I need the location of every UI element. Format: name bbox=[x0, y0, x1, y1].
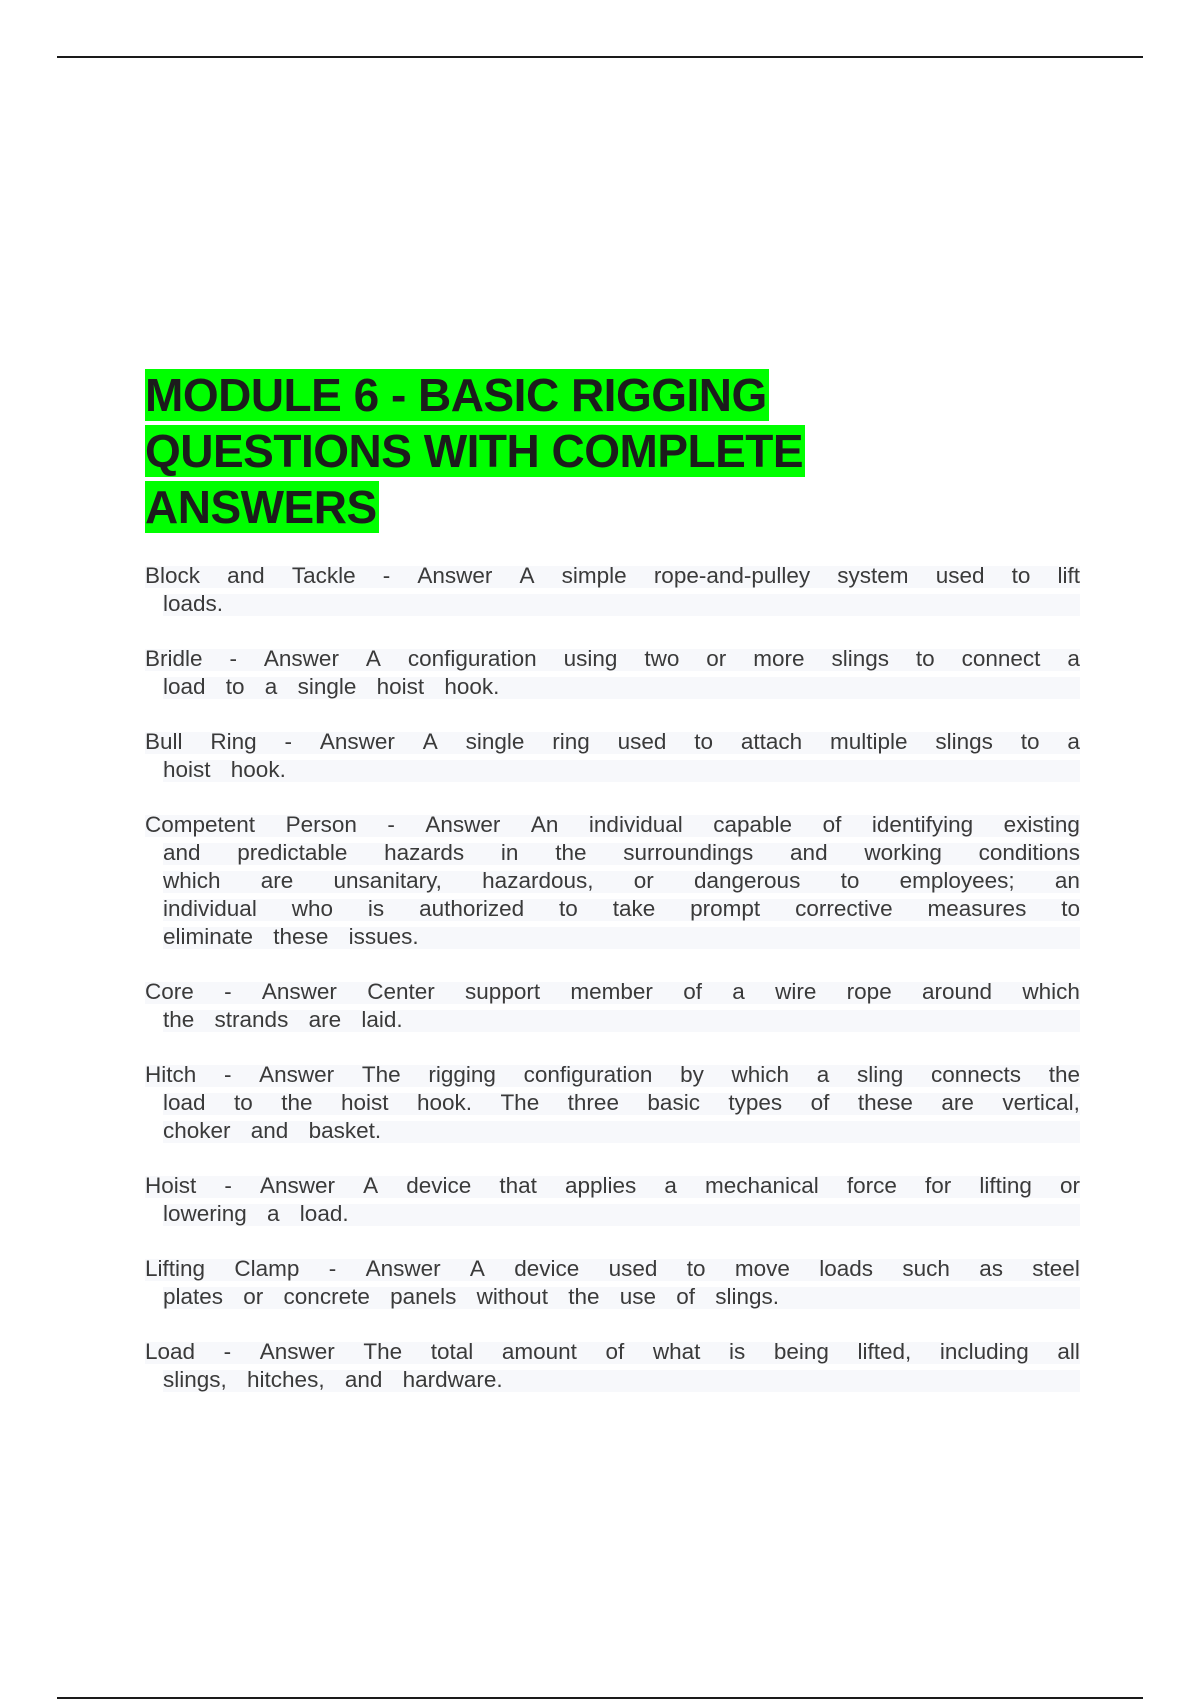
qa-entry-word: used bbox=[617, 729, 667, 754]
qa-entry-word: or bbox=[633, 868, 654, 893]
qa-entry-list bbox=[145, 562, 1080, 1421]
qa-entry-word: Competent bbox=[145, 812, 256, 837]
qa-entry-word: a bbox=[1067, 646, 1080, 671]
qa-entry-word: Lifting bbox=[145, 1256, 206, 1281]
qa-entry-word: ring bbox=[552, 729, 590, 754]
qa-entry-word: multiple bbox=[829, 729, 908, 754]
qa-entry-line bbox=[163, 1283, 1080, 1311]
qa-entry-word: what bbox=[652, 1339, 701, 1364]
qa-entry-first-line bbox=[145, 562, 1080, 590]
qa-entry-word: basic bbox=[647, 1090, 700, 1115]
qa-entry-line bbox=[163, 839, 1080, 867]
qa-entry-word: Block bbox=[145, 563, 201, 588]
qa-entry-word: rope-and-pulley bbox=[653, 563, 811, 588]
qa-entry-word: Tackle bbox=[291, 563, 356, 588]
qa-entry-first-line bbox=[145, 728, 1080, 756]
qa-entry-word: a bbox=[664, 1173, 677, 1198]
qa-entry-word: amount bbox=[501, 1339, 577, 1364]
qa-entry-word: Person bbox=[285, 812, 357, 837]
qa-entry-word: are bbox=[941, 1090, 974, 1115]
top-rule bbox=[57, 56, 1143, 58]
qa-entry-word: A bbox=[365, 646, 381, 671]
qa-entry bbox=[145, 645, 1080, 701]
qa-entry-word: Hoist bbox=[145, 1173, 197, 1198]
qa-entry-line bbox=[163, 1366, 1080, 1394]
qa-entry-first-line bbox=[145, 978, 1080, 1006]
qa-entry-word: working bbox=[864, 840, 942, 865]
qa-entry-word: load bbox=[163, 1090, 206, 1115]
qa-entry-word: slings bbox=[831, 646, 889, 671]
qa-entry-word: support bbox=[465, 979, 541, 1004]
qa-entry-word: A bbox=[519, 563, 535, 588]
qa-entry-text: eliminate these issues. bbox=[163, 924, 419, 949]
qa-entry-word: are bbox=[260, 868, 294, 893]
qa-entry-word: and bbox=[163, 840, 201, 865]
qa-entry-word: being bbox=[773, 1339, 829, 1364]
qa-entry-word: more bbox=[753, 646, 805, 671]
qa-entry-word: two bbox=[644, 646, 680, 671]
qa-entry bbox=[145, 1061, 1080, 1145]
qa-entry-word: of bbox=[810, 1090, 830, 1115]
qa-entry-first-line bbox=[145, 645, 1080, 673]
qa-entry-word: wire bbox=[775, 979, 817, 1004]
qa-entry-word: - bbox=[223, 1062, 232, 1087]
qa-entry-word: sling bbox=[856, 1062, 904, 1087]
qa-entry-word: hoist bbox=[340, 1090, 389, 1115]
qa-entry-text: choker and basket. bbox=[163, 1118, 382, 1143]
qa-entry-word: which bbox=[731, 1062, 790, 1087]
qa-entry-word: all bbox=[1057, 1339, 1080, 1364]
qa-entry-word: in bbox=[500, 840, 519, 865]
qa-entry-word: an bbox=[1054, 868, 1080, 893]
qa-entry-line bbox=[163, 923, 1080, 951]
qa-entry-word: individual bbox=[163, 896, 257, 921]
qa-entry bbox=[145, 978, 1080, 1034]
qa-entry-word: Answer bbox=[425, 812, 501, 837]
bottom-rule bbox=[57, 1697, 1143, 1699]
qa-entry-word: vertical, bbox=[1002, 1090, 1080, 1115]
qa-entry-word: connects bbox=[930, 1062, 1021, 1087]
qa-entry-word: Answer bbox=[259, 1173, 335, 1198]
qa-entry-word: - bbox=[224, 979, 232, 1004]
qa-entry-word: mechanical bbox=[704, 1173, 819, 1198]
qa-entry-word: to bbox=[915, 646, 935, 671]
qa-entry-word: member bbox=[570, 979, 653, 1004]
qa-entry-text: hoist hook. bbox=[163, 757, 286, 782]
qa-entry-word: connect bbox=[961, 646, 1041, 671]
qa-entry-word: rigging bbox=[428, 1062, 496, 1087]
qa-entry-line bbox=[163, 756, 1080, 784]
qa-entry-text: lowering a load. bbox=[163, 1201, 349, 1226]
qa-entry-word: as bbox=[979, 1256, 1003, 1281]
qa-entry-word: of bbox=[683, 979, 702, 1004]
qa-entry-word: The bbox=[361, 1062, 401, 1087]
qa-entry-text: plates or concrete panels without the use of slings. bbox=[163, 1284, 780, 1309]
qa-entry-word: or bbox=[706, 646, 727, 671]
qa-entry-word: of bbox=[822, 812, 842, 837]
qa-entry-word: and bbox=[790, 840, 828, 865]
qa-entry-word: around bbox=[922, 979, 993, 1004]
qa-entry-line bbox=[163, 895, 1080, 923]
qa-entry-word: force bbox=[846, 1173, 897, 1198]
qa-entry-word: single bbox=[465, 729, 525, 754]
qa-entry-word: device bbox=[514, 1256, 580, 1281]
qa-entry-word: configuration bbox=[523, 1062, 653, 1087]
qa-entry-word: to bbox=[1061, 896, 1080, 921]
qa-entry-word: conditions bbox=[978, 840, 1080, 865]
qa-entry-word: Answer bbox=[417, 563, 493, 588]
qa-entry-word: using bbox=[563, 646, 618, 671]
qa-entry-word: lifting bbox=[979, 1173, 1032, 1198]
qa-entry-line bbox=[163, 673, 1080, 701]
qa-entry-word: The bbox=[500, 1090, 540, 1115]
qa-entry-word: such bbox=[902, 1256, 950, 1281]
qa-entry-word: Clamp bbox=[234, 1256, 300, 1281]
qa-entry-line bbox=[163, 1089, 1080, 1117]
qa-entry-word: lift bbox=[1057, 563, 1080, 588]
qa-entry-text: slings, hitches, and hardware. bbox=[163, 1367, 503, 1392]
qa-entry-text: load to a single hoist hook. bbox=[163, 674, 500, 699]
qa-entry-word: device bbox=[406, 1173, 472, 1198]
qa-entry-line bbox=[163, 1117, 1080, 1145]
title-line-2: QUESTIONS WITH COMPLETE bbox=[145, 425, 804, 477]
qa-entry-word: hazardous, bbox=[482, 868, 594, 893]
qa-entry-text: loads. bbox=[163, 591, 224, 616]
qa-entry-word: existing bbox=[1003, 812, 1080, 837]
qa-entry-word: for bbox=[925, 1173, 952, 1198]
qa-entry-word: who bbox=[291, 896, 333, 921]
title-line-3: ANSWERS bbox=[145, 481, 377, 533]
qa-entry-word: - bbox=[387, 812, 395, 837]
qa-entry-word: slings bbox=[935, 729, 993, 754]
qa-entry-word: Answer bbox=[261, 979, 337, 1004]
qa-entry-word: to bbox=[1020, 729, 1040, 754]
qa-entry-word: Ring bbox=[210, 729, 257, 754]
qa-entry-word: steel bbox=[1032, 1256, 1080, 1281]
qa-entry-word: Hitch bbox=[145, 1062, 197, 1087]
qa-entry-word: to bbox=[686, 1256, 706, 1281]
qa-entry-first-line bbox=[145, 811, 1080, 839]
qa-entry-word: The bbox=[363, 1339, 403, 1364]
qa-entry-word: which bbox=[1022, 979, 1080, 1004]
qa-entry-line bbox=[163, 590, 1080, 618]
qa-entry-word: lifted, bbox=[857, 1339, 912, 1364]
qa-entry bbox=[145, 1338, 1080, 1394]
qa-entry-word: - bbox=[223, 1339, 232, 1364]
qa-entry-word: the bbox=[1048, 1062, 1080, 1087]
qa-entry-first-line bbox=[145, 1255, 1080, 1283]
qa-entry-word: capable bbox=[713, 812, 793, 837]
qa-entry-word: three bbox=[567, 1090, 619, 1115]
qa-entry-word: a bbox=[732, 979, 745, 1004]
qa-entry-word: unsanitary, bbox=[333, 868, 442, 893]
qa-entry-word: including bbox=[939, 1339, 1029, 1364]
qa-entry-line bbox=[163, 867, 1080, 895]
qa-entry-word: to bbox=[559, 896, 578, 921]
qa-entry-word: - bbox=[229, 646, 237, 671]
qa-entry-word: Center bbox=[367, 979, 435, 1004]
qa-entry-word: the bbox=[555, 840, 587, 865]
qa-entry-word: the bbox=[281, 1090, 313, 1115]
qa-entry-word: measures bbox=[927, 896, 1027, 921]
qa-entry-word: Answer bbox=[365, 1256, 441, 1281]
qa-entry-text: the strands are laid. bbox=[163, 1007, 403, 1032]
qa-entry-word: or bbox=[1059, 1173, 1080, 1198]
title-line-1: MODULE 6 - BASIC RIGGING bbox=[145, 369, 767, 421]
qa-entry-word: is bbox=[729, 1339, 746, 1364]
qa-entry-word: types bbox=[728, 1090, 783, 1115]
qa-entry-word: to bbox=[694, 729, 713, 754]
qa-entry-word: hook. bbox=[416, 1090, 472, 1115]
qa-entry-first-line bbox=[145, 1061, 1080, 1089]
qa-entry-word: corrective bbox=[795, 896, 893, 921]
qa-entry-word: to bbox=[234, 1090, 253, 1115]
qa-entry-word: - bbox=[284, 729, 292, 754]
qa-entry-word: A bbox=[469, 1256, 485, 1281]
qa-entry-word: and bbox=[227, 563, 265, 588]
qa-entry bbox=[145, 562, 1080, 618]
qa-entry bbox=[145, 728, 1080, 784]
qa-entry-word: total bbox=[430, 1339, 474, 1364]
qa-entry-word: Bridle bbox=[145, 646, 203, 671]
qa-entry-word: to bbox=[1011, 563, 1031, 588]
qa-entry-word: take bbox=[612, 896, 656, 921]
qa-entry-word: a bbox=[816, 1062, 830, 1087]
qa-entry-word: A bbox=[422, 729, 438, 754]
qa-entry-word: applies bbox=[564, 1173, 637, 1198]
qa-entry-word: - bbox=[382, 563, 391, 588]
qa-entry-word: move bbox=[734, 1256, 790, 1281]
qa-entry-word: Answer bbox=[319, 729, 395, 754]
qa-entry-word: surroundings bbox=[623, 840, 754, 865]
qa-entry-word: Answer bbox=[259, 1062, 335, 1087]
qa-entry-word: to bbox=[840, 868, 860, 893]
qa-entry-word: predictable bbox=[237, 840, 348, 865]
qa-entry-word: prompt bbox=[690, 896, 761, 921]
qa-entry-word: is bbox=[367, 896, 385, 921]
qa-entry-word: Load bbox=[145, 1339, 196, 1364]
qa-entry-word: configuration bbox=[407, 646, 537, 671]
qa-entry-word: A bbox=[363, 1173, 379, 1198]
qa-entry-word: used bbox=[935, 563, 985, 588]
qa-entry-word: used bbox=[608, 1256, 658, 1281]
qa-entry-line bbox=[163, 1006, 1080, 1034]
qa-entry-word: system bbox=[837, 563, 909, 588]
qa-entry-word: which bbox=[163, 868, 221, 893]
qa-entry-word: a bbox=[1067, 729, 1080, 754]
qa-entry-word: Bull bbox=[145, 729, 183, 754]
qa-entry-word: - bbox=[224, 1173, 232, 1198]
document-title bbox=[145, 367, 925, 535]
qa-entry-word: Answer bbox=[259, 1339, 335, 1364]
qa-entry-word: employees; bbox=[899, 868, 1015, 893]
qa-entry bbox=[145, 811, 1080, 951]
qa-entry bbox=[145, 1255, 1080, 1311]
qa-entry-word: - bbox=[328, 1256, 337, 1281]
qa-entry-word: authorized bbox=[419, 896, 525, 921]
qa-entry-word: An bbox=[530, 812, 559, 837]
qa-entry bbox=[145, 1172, 1080, 1228]
qa-entry-word: by bbox=[680, 1062, 704, 1087]
qa-entry-word: hazards bbox=[384, 840, 465, 865]
qa-entry-word: that bbox=[499, 1173, 537, 1198]
qa-entry-word: attach bbox=[740, 729, 803, 754]
qa-entry-word: loads bbox=[819, 1256, 874, 1281]
qa-entry-word: Answer bbox=[263, 646, 339, 671]
qa-entry-first-line bbox=[145, 1338, 1080, 1366]
qa-entry-word: Core bbox=[145, 979, 194, 1004]
qa-entry-first-line bbox=[145, 1172, 1080, 1200]
qa-entry-word: of bbox=[605, 1339, 625, 1364]
qa-entry-word: rope bbox=[846, 979, 892, 1004]
qa-entry-line bbox=[163, 1200, 1080, 1228]
qa-entry-word: these bbox=[857, 1090, 913, 1115]
qa-entry-word: individual bbox=[588, 812, 683, 837]
qa-entry-word: dangerous bbox=[693, 868, 801, 893]
qa-entry-word: identifying bbox=[871, 812, 974, 837]
qa-entry-word: simple bbox=[561, 563, 627, 588]
